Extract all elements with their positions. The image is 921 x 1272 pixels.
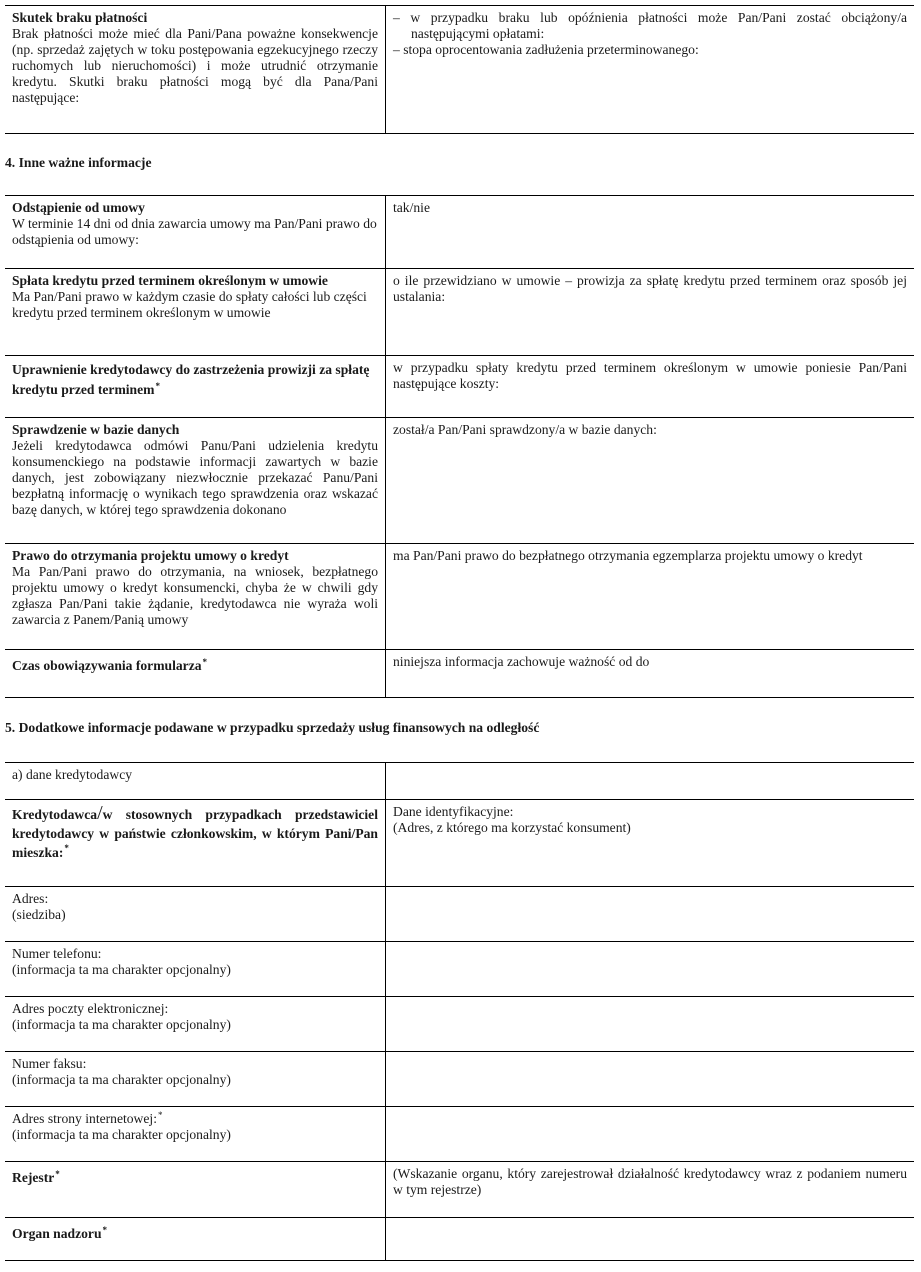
row-sublabel: (informacja ta ma charakter opcjonalny) <box>12 1017 231 1032</box>
table-row <box>5 997 914 1052</box>
asterisk-mark: * <box>55 1169 60 1179</box>
row-label: a) dane kredytodawcy <box>12 767 133 782</box>
table-row <box>5 196 914 269</box>
row-text: Brak płatności może mieć dla Pani/Pana poważne konsekwencje (np. sprzedaż zajętych w toku postępowania egzekucyjnego rzeczy ruchomych lub nieruchomości) i może utrudnić otrzymanie kredytu. Skutki braku płatności mogą być dla Pana/Pani następujące: <box>12 26 378 105</box>
row-text: Ma Pan/Pani prawo w każdym czasie do spłaty całości lub części kredytu przed terminem określonym w umowie <box>12 289 367 320</box>
cell-left <box>5 997 386 1052</box>
row-label: Adres strony internetowej: <box>12 1111 157 1126</box>
row-title-text: Organ nadzoru <box>12 1226 102 1241</box>
cell-left <box>5 196 386 269</box>
row-title <box>12 1226 378 1242</box>
table-payment-consequences <box>5 5 914 134</box>
table-row <box>5 356 914 418</box>
row-value: (Adres, z którego ma korzystać konsument) <box>393 820 631 835</box>
asterisk-mark: * <box>155 381 160 391</box>
row-title-text: w stosownych przypadkach przedstawiciel kredytodawcy w państwie członkowskim, w którym Pani/Pan mieszka: <box>12 807 378 860</box>
row-sublabel: (siedziba) <box>12 907 66 922</box>
row-title-text: Rejestr <box>12 1170 55 1185</box>
cell-left <box>5 800 386 887</box>
table-row <box>5 418 914 544</box>
cell-right <box>386 887 915 942</box>
cell-left <box>5 1218 386 1261</box>
cell-right <box>386 356 915 418</box>
cell-left <box>5 269 386 356</box>
cell-left <box>5 418 386 544</box>
list-item: – stopa oprocentowania zadłużenia przeterminowanego: <box>393 42 699 57</box>
row-text: Ma Pan/Pani prawo do otrzymania, na wniosek, bezpłatnego projektu umowy o kredyt konsumencki, chyba że w chwili gdy zgłasza Pan/Pani takie żądanie, kredytodawca nie wyraża woli zawarcia z Panem/Panią umowy <box>12 564 378 627</box>
row-label: Adres poczty elektronicznej: <box>12 1001 169 1016</box>
cell-left <box>5 887 386 942</box>
row-title <box>12 1170 378 1186</box>
cell-right <box>386 269 915 356</box>
row-title: Skutek braku płatności <box>12 10 148 25</box>
row-value: (Wskazanie organu, który zarejestrował działalność kredytodawcy wraz z podaniem numeru w tym rejestrze) <box>393 1166 907 1197</box>
asterisk-mark: * <box>157 1110 163 1120</box>
row-value: tak/nie <box>393 200 430 215</box>
row-value: Dane identyfikacyjne: <box>393 804 514 819</box>
row-title-text: Czas obowiązywania formularza <box>12 658 202 673</box>
row-sublabel: (informacja ta ma charakter opcjonalny) <box>12 962 231 977</box>
table-distance-sales-info <box>5 762 914 1261</box>
cell-right <box>386 6 915 134</box>
table-row <box>5 6 914 134</box>
cell-right <box>386 763 915 800</box>
cell-right <box>386 650 915 698</box>
cell-left <box>5 942 386 997</box>
row-value: został/a Pan/Pani sprawdzony/a w bazie danych: <box>393 422 657 437</box>
row-value: w przypadku spłaty kredytu przed terminem określonym w umowie poniesie Pan/Pani następujące koszty: <box>393 360 907 391</box>
row-title-text: Kredytodawca <box>12 807 98 822</box>
cell-left <box>5 763 386 800</box>
slash-separator: / <box>97 802 103 824</box>
cell-right <box>386 1162 915 1218</box>
asterisk-mark: * <box>64 843 69 853</box>
list-item: – w przypadku braku lub opóźnienia płatności może Pan/Pani zostać obciążony/a następującymi opłatami: <box>393 10 907 41</box>
row-title <box>12 804 378 862</box>
table-row <box>5 887 914 942</box>
row-label: Adres: <box>12 891 49 906</box>
row-label: Numer telefonu: <box>12 946 102 961</box>
cell-right <box>386 1052 915 1107</box>
row-value: ma Pan/Pani prawo do bezpłatnego otrzymania egzemplarza projektu umowy o kredyt <box>393 548 863 563</box>
row-title: Odstąpienie od umowy <box>12 200 145 215</box>
section-heading-5: 5. Dodatkowe informacje podawane w przypadku sprzedaży usług finansowych na odległość <box>5 720 540 735</box>
cell-left <box>5 1052 386 1107</box>
table-row <box>5 1162 914 1218</box>
cell-left <box>5 544 386 650</box>
row-title: Sprawdzenie w bazie danych <box>12 422 180 437</box>
row-label: Numer faksu: <box>12 1056 87 1071</box>
cell-right <box>386 1218 915 1261</box>
table-row <box>5 800 914 887</box>
row-title: Prawo do otrzymania projektu umowy o kredyt <box>12 548 289 563</box>
table-row <box>5 1218 914 1261</box>
row-value: niniejsza informacja zachowuje ważność od do <box>393 654 650 669</box>
cell-right <box>386 997 915 1052</box>
cell-left <box>5 1162 386 1218</box>
cell-right <box>386 1107 915 1162</box>
row-title: Spłata kredytu przed terminem określonym w umowie <box>12 273 328 288</box>
row-value: o ile przewidziano w umowie – prowizja za spłatę kredytu przed terminem oraz sposób jej ustalania: <box>393 273 907 304</box>
cell-right <box>386 196 915 269</box>
row-sublabel: (informacja ta ma charakter opcjonalny) <box>12 1072 231 1087</box>
cell-right <box>386 800 915 887</box>
cell-right <box>386 544 915 650</box>
table-row <box>5 1107 914 1162</box>
asterisk-mark: * <box>102 1225 108 1235</box>
row-text: W terminie 14 dni od dnia zawarcia umowy ma Pan/Pani prawo do odstąpienia od umowy: <box>12 216 377 247</box>
cell-right <box>386 942 915 997</box>
cell-left <box>5 6 386 134</box>
row-title-text: Uprawnienie kredytodawcy do zastrzeżenia prowizji za spłatę kredytu przed terminem <box>12 362 370 397</box>
row-sublabel: (informacja ta ma charakter opcjonalny) <box>12 1127 231 1142</box>
table-row <box>5 544 914 650</box>
row-title <box>12 360 378 400</box>
cell-left <box>5 650 386 698</box>
cell-left <box>5 356 386 418</box>
cell-right <box>386 418 915 544</box>
asterisk-mark: * <box>202 657 208 667</box>
table-row <box>5 1052 914 1107</box>
row-text: Jeżeli kredytodawca odmówi Panu/Pani udzielenia kredytu konsumenckiego na podstawie informacji zawartych w bazie danych, jest zobowiązany niezwłocznie przekazać Panu/Pani bezpłatną informację o wynikach tego sprawdzenia oraz wskazać bazę danych, w której tego sprawdzenia dokonano <box>12 438 378 517</box>
section-heading-4: 4. Inne ważne informacje <box>5 155 152 170</box>
table-row <box>5 763 914 800</box>
table-other-info <box>5 195 914 698</box>
cell-left <box>5 1107 386 1162</box>
table-row <box>5 942 914 997</box>
table-row <box>5 269 914 356</box>
table-row <box>5 650 914 698</box>
row-title <box>12 658 378 674</box>
